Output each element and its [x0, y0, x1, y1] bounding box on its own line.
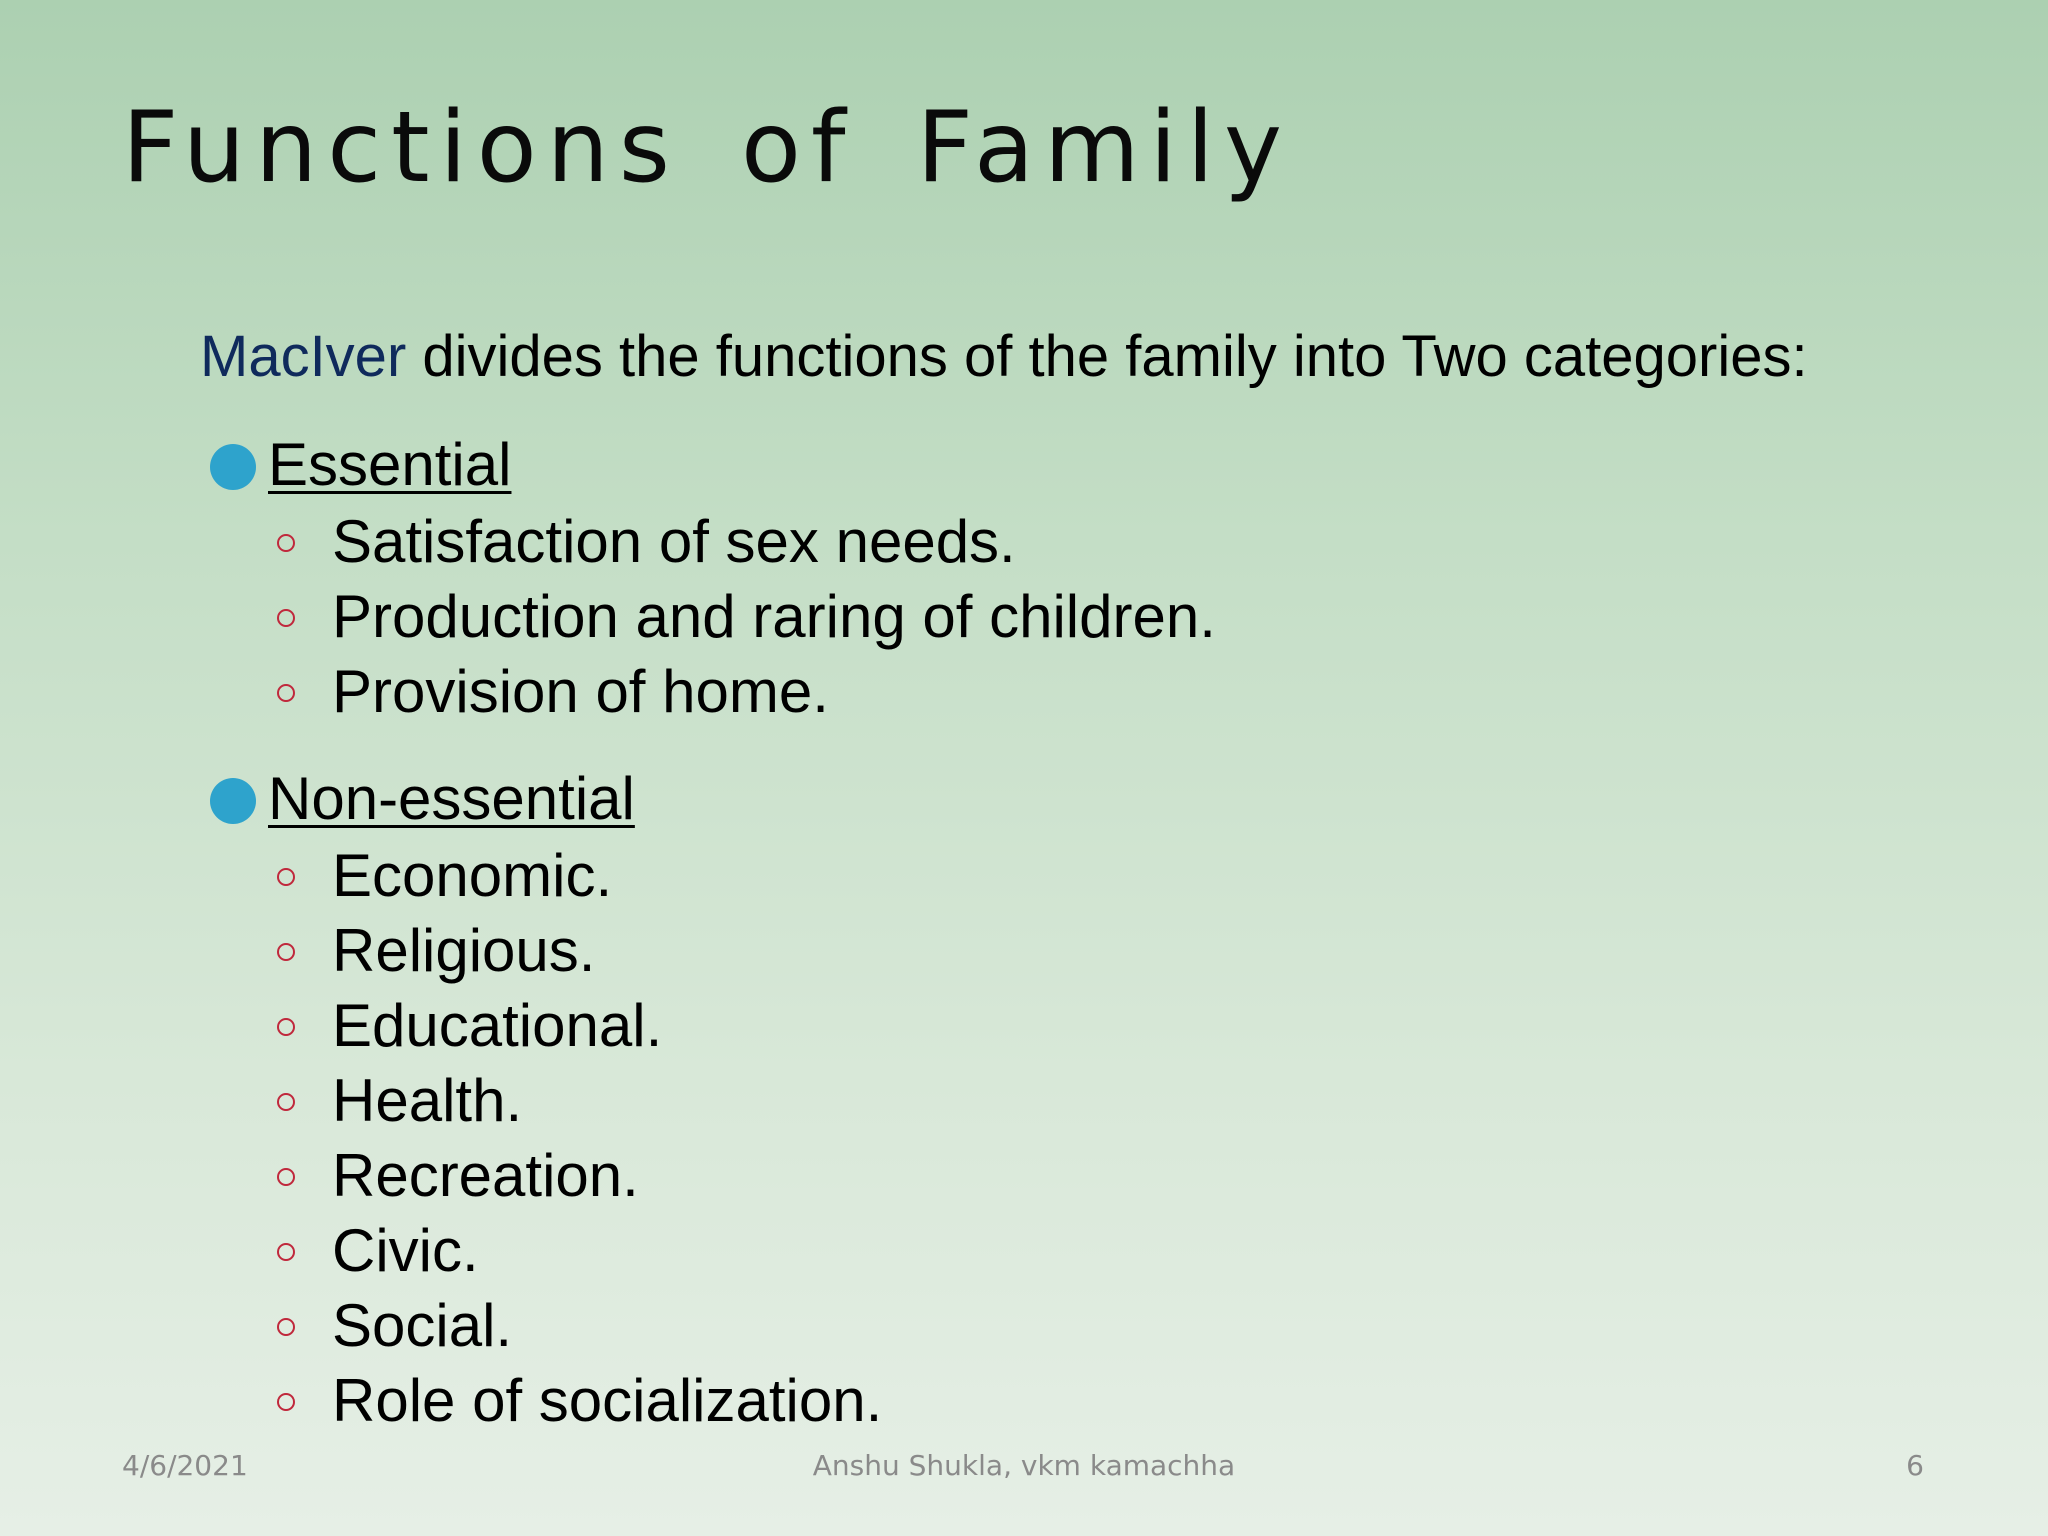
intro-rest: divides the functions of the family into Two categories: — [406, 324, 1808, 389]
list-item-text: Social. — [332, 1292, 513, 1359]
hollow-circle-bullet-icon — [277, 609, 295, 627]
footer-author: Anshu Shukla, vkm kamachha — [812, 1449, 1236, 1482]
intro-accent-word: MacIver — [200, 324, 407, 389]
list-item-text: Production and raring of children. — [332, 583, 1216, 650]
list-item-text: Recreation. — [332, 1142, 639, 1209]
hollow-circle-bullet-icon — [277, 868, 295, 886]
list-item-text: Role of socialization. — [332, 1367, 883, 1434]
list-item-text: Health. — [332, 1067, 523, 1134]
hollow-circle-bullet-icon — [277, 684, 295, 702]
hollow-circle-bullet-icon — [277, 1243, 295, 1261]
hollow-circle-bullet-icon — [277, 1168, 295, 1186]
footer-date: 4/6/2021 — [122, 1449, 248, 1482]
slide-title: Functions of Family — [122, 91, 1292, 205]
list-item-text: Civic. — [332, 1217, 479, 1284]
list-item-text: Economic. — [332, 842, 613, 909]
list-item-text: Religious. — [332, 917, 596, 984]
hollow-circle-bullet-icon — [277, 1393, 295, 1411]
intro-text — [200, 322, 1808, 392]
category-label: Essential — [268, 431, 512, 498]
hollow-circle-bullet-icon — [277, 1018, 295, 1036]
filled-circle-bullet-icon — [210, 444, 256, 490]
hollow-circle-bullet-icon — [277, 534, 295, 552]
filled-circle-bullet-icon — [210, 778, 256, 824]
footer-page-number: 6 — [1906, 1449, 1924, 1482]
hollow-circle-bullet-icon — [277, 1318, 295, 1336]
list-item-text: Satisfaction of sex needs. — [332, 508, 1016, 575]
list-item-text: Educational. — [332, 992, 663, 1059]
category-label: Non-essential — [268, 765, 635, 832]
list-item-text: Provision of home. — [332, 658, 829, 725]
hollow-circle-bullet-icon — [277, 943, 295, 961]
hollow-circle-bullet-icon — [277, 1093, 295, 1111]
